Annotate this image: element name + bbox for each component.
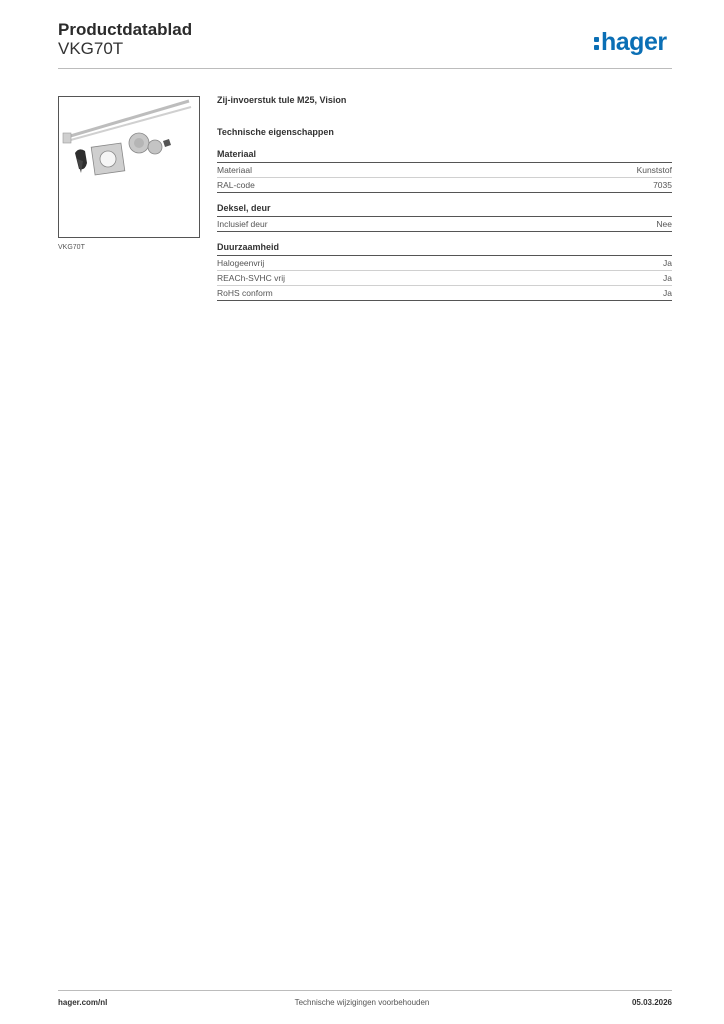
- property-group-deksel-deur: [217, 203, 672, 232]
- property-label: RAL-code: [217, 180, 255, 190]
- footer-date: 05.03.2026: [631, 998, 672, 1007]
- group-title: Materiaal: [217, 149, 672, 163]
- property-group-materiaal: [217, 149, 672, 193]
- property-row: [217, 271, 672, 286]
- product-details: [217, 95, 672, 311]
- footer-divider: [58, 990, 672, 991]
- page-title: Productdatablad: [58, 20, 193, 39]
- property-value: 7035: [653, 180, 672, 190]
- property-label: Halogeenvrij: [217, 258, 265, 268]
- product-image: [58, 96, 200, 238]
- footer-website-link[interactable]: hager.com/nl: [58, 998, 108, 1007]
- property-group-duurzaamheid: [217, 242, 672, 301]
- property-value: Ja: [663, 258, 672, 268]
- property-row: [217, 286, 672, 301]
- product-photo-icon: [59, 97, 199, 237]
- logo-text: hager: [601, 28, 667, 56]
- image-caption: VKG70T: [58, 244, 85, 251]
- product-name: Zij-invoerstuk tule M25, Vision: [217, 95, 347, 105]
- property-label: RoHS conform: [217, 288, 273, 298]
- property-value: Ja: [663, 273, 672, 283]
- article-number: VKG70T: [58, 39, 124, 58]
- property-label: REACh-SVHC vrij: [217, 273, 286, 283]
- property-value: Ja: [663, 288, 672, 298]
- property-row: [217, 217, 672, 232]
- logo-dots-icon: [594, 33, 599, 51]
- property-value: Nee: [656, 219, 672, 229]
- group-title: Duurzaamheid: [217, 242, 672, 256]
- property-row: [217, 178, 672, 193]
- property-label: Inclusief deur: [217, 219, 268, 229]
- property-value: Kunststof: [636, 165, 672, 175]
- section-heading: Technische eigenschappen: [217, 127, 334, 137]
- group-title: Deksel, deur: [217, 203, 672, 217]
- property-row: [217, 163, 672, 178]
- header-divider: [58, 68, 672, 69]
- footer-disclaimer: Technische wijzigingen voorbehouden: [294, 998, 430, 1007]
- property-row: [217, 256, 672, 271]
- property-label: Materiaal: [217, 165, 252, 175]
- hager-logo: [594, 28, 667, 57]
